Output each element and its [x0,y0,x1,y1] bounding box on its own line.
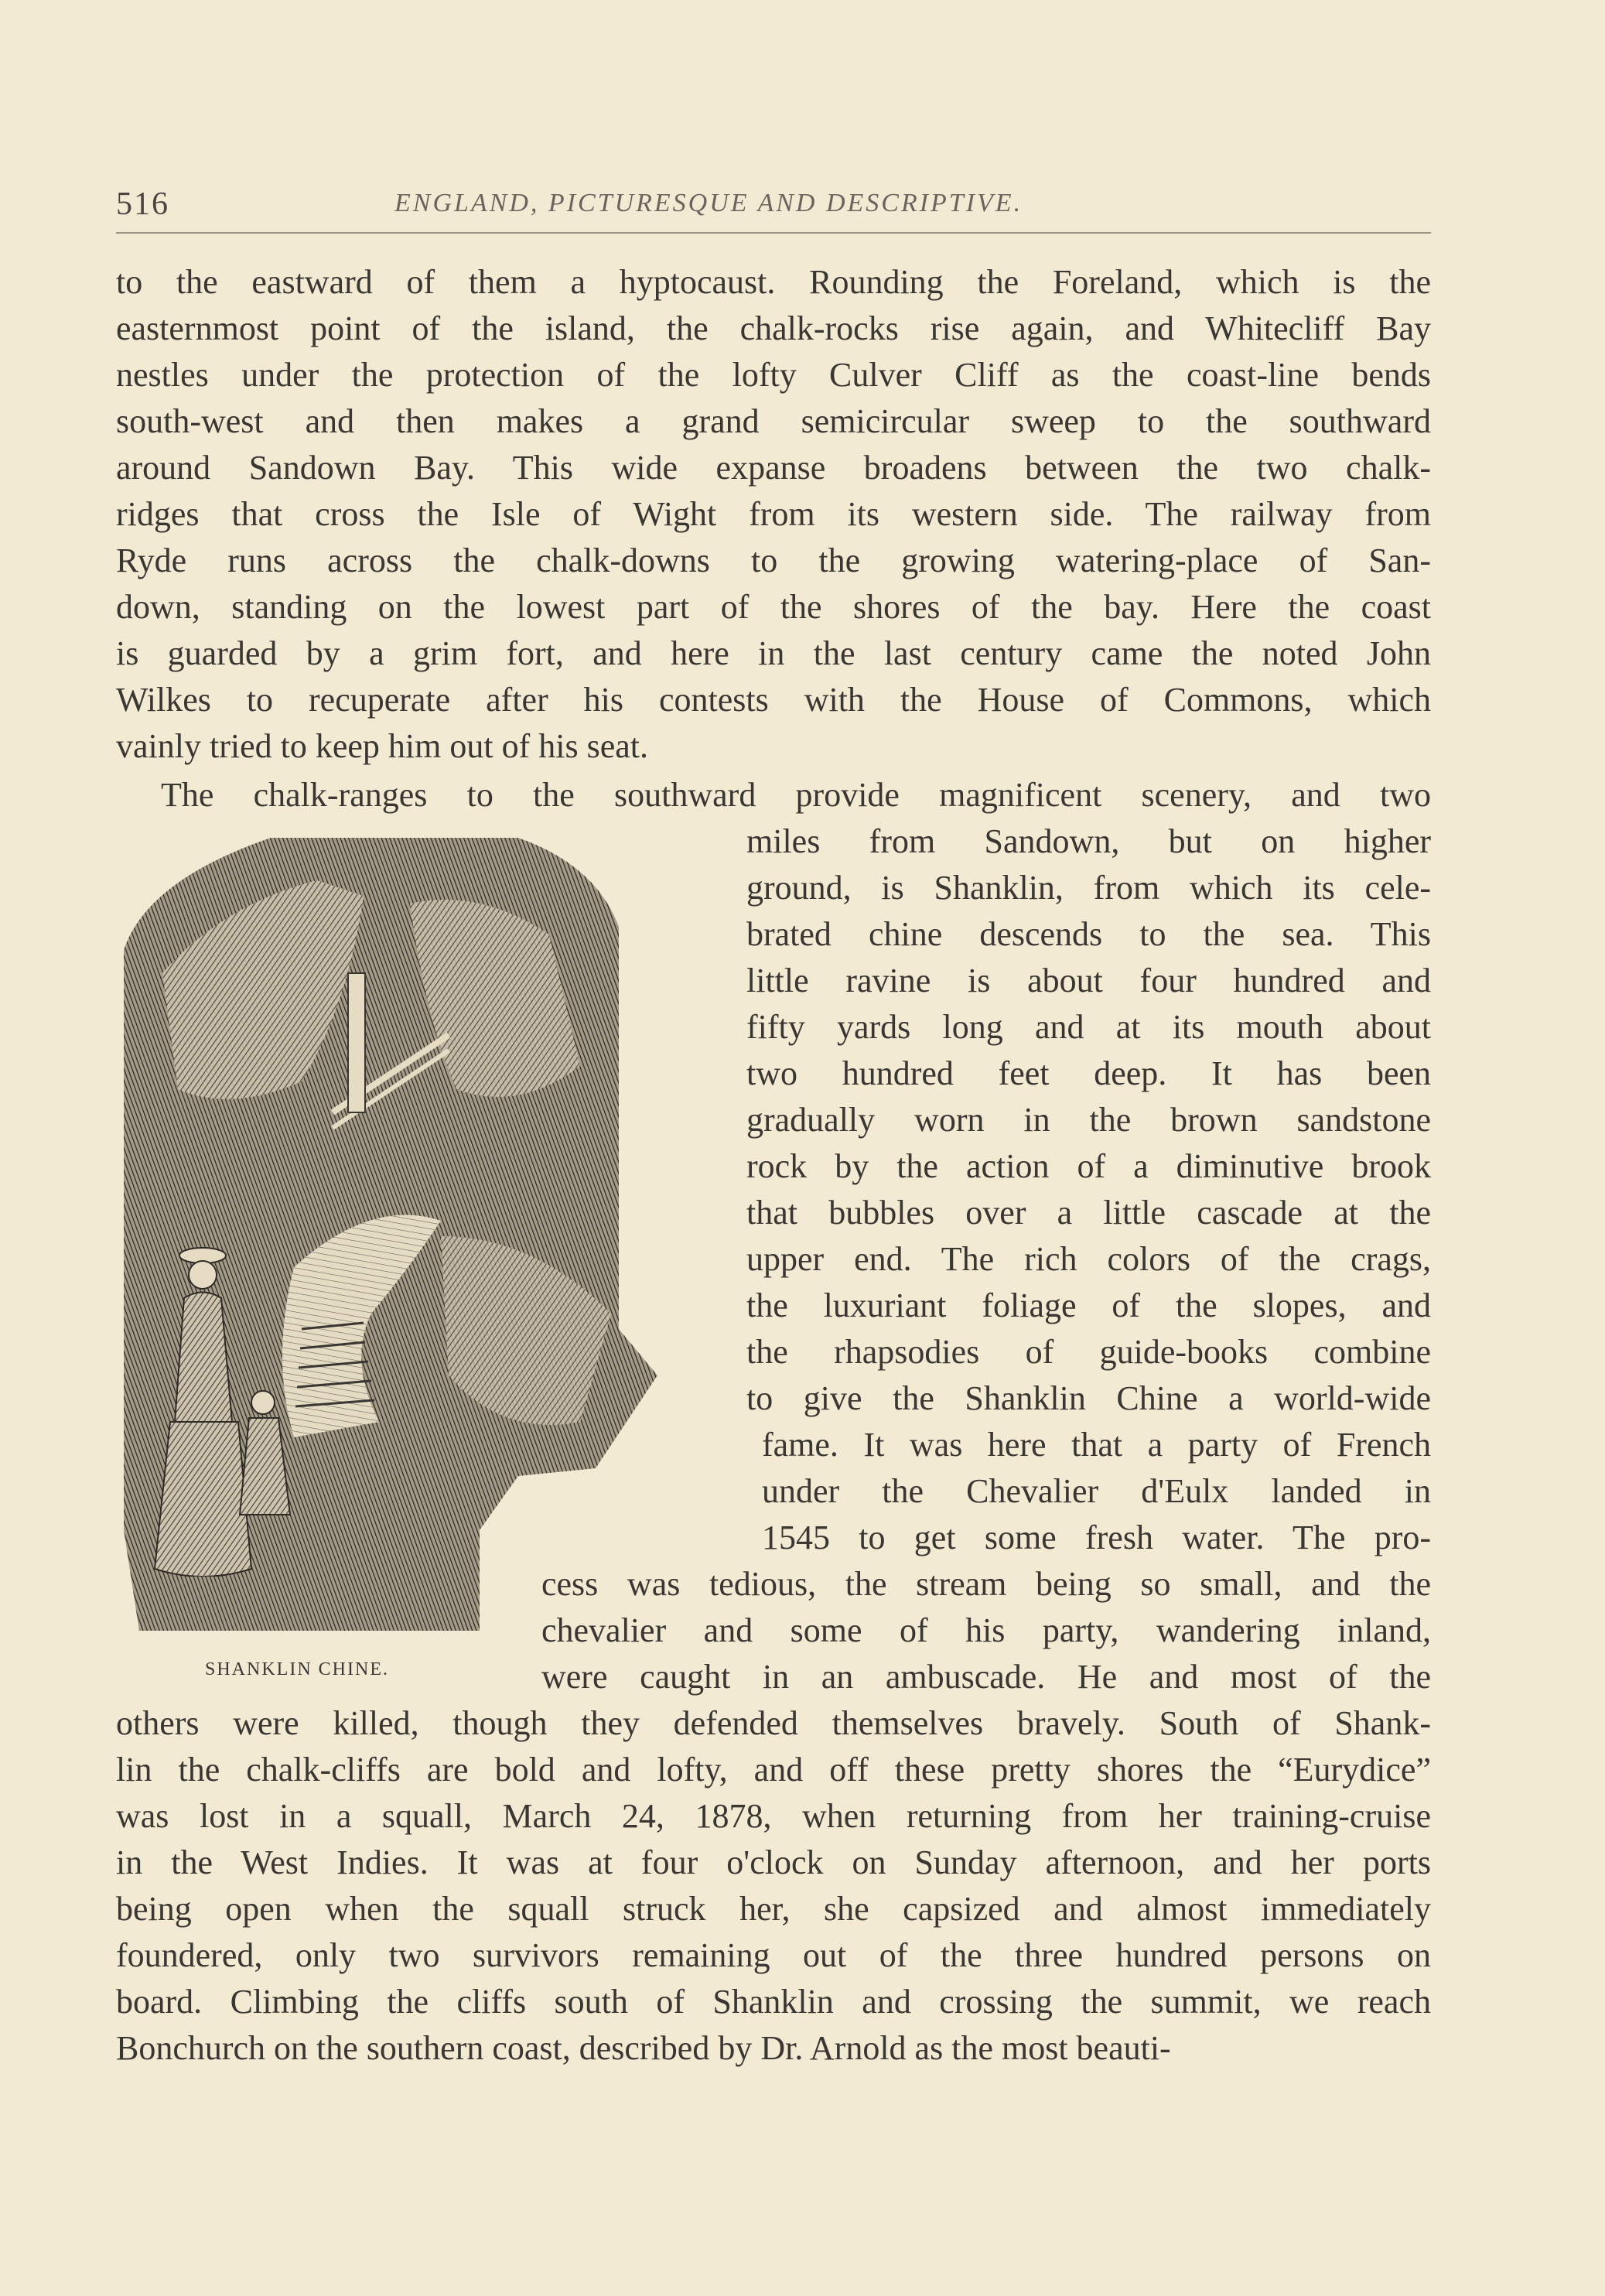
text-line: miles from Sandown, but on higher [746,822,1431,860]
header-rule [116,232,1431,234]
illustration-caption: SHANKLIN CHINE. [205,1659,389,1679]
text-line: ridges that cross the Isle of Wight from its western side. The railway from [116,495,1431,533]
text-line: lin the chalk-cliffs are bold and lofty, and off these pretty shores the “Eurydice” [116,1751,1431,1789]
text-line: the luxuriant foliage of the slopes, and [746,1286,1431,1324]
text-line: to give the Shanklin Chine a world-wide [746,1379,1431,1417]
text-line: is guarded by a grim fort, and here in the last century came the noted John [116,634,1431,672]
text-line: upper end. The rich colors of the crags, [746,1240,1431,1278]
text-line: cess was tedious, the stream being so small, and the [541,1565,1431,1603]
text-line: to the eastward of them a hyptocaust. Rounding the Foreland, which is the [116,263,1431,301]
text-line: under the Chevalier d'Eulx landed in [762,1472,1431,1510]
text-line: The chalk-ranges to the southward provide magnificent scenery, and two [161,776,1431,814]
running-title: ENGLAND, PICTURESQUE AND DESCRIPTIVE. [394,189,1023,217]
text-line: Bonchurch on the southern coast, described by Dr. Arnold as the most beauti- [116,2029,1171,2067]
text-line: that bubbles over a little cascade at the [746,1194,1431,1232]
page-header [116,186,1431,232]
text-line: down, standing on the lowest part of the shores of the bay. Here the coast [116,588,1431,626]
text-line: vainly tried to keep him out of his seat. [116,727,648,765]
text-line: fame. It was here that a party of French [762,1426,1431,1464]
text-line: nestles under the protection of the lofty Culver Cliff as the coast-line bends [116,356,1431,394]
text-line: rock by the action of a diminutive brook [746,1147,1431,1185]
text-line: chevalier and some of his party, wandering inland, [541,1611,1431,1649]
page-number: 516 [116,186,169,222]
text-line: fifty yards long and at its mouth about [746,1008,1431,1046]
shanklin-chine-engraving [116,834,719,1655]
text-line: Wilkes to recuperate after his contests with the House of Commons, which [116,681,1431,719]
text-line: being open when the squall struck her, she capsized and almost immediately [116,1890,1431,1928]
text-line: were caught in an ambuscade. He and most of the [541,1658,1431,1696]
text-line: others were killed, though they defended themselves bravely. South of Shank- [116,1704,1431,1742]
text-line: brated chine descends to the sea. This [746,915,1431,953]
text-line: 1545 to get some fresh water. The pro- [762,1519,1431,1556]
text-line: gradually worn in the brown sandstone [746,1101,1431,1139]
text-line: south-west and then makes a grand semicircular sweep to the southward [116,402,1431,440]
text-line: Ryde runs across the chalk-downs to the growing watering-place of San- [116,542,1431,579]
text-line: little ravine is about four hundred and [746,962,1431,999]
text-line: the rhapsodies of guide-books combine [746,1333,1431,1371]
text-line: two hundred feet deep. It has been [746,1054,1431,1092]
text-line: easternmost point of the island, the chalk-rocks rise again, and Whitecliff Bay [116,309,1431,347]
text-line: foundered, only two survivors remaining out of the three hundred persons on [116,1936,1431,1974]
text-line: around Sandown Bay. This wide expanse broadens between the two chalk- [116,449,1431,487]
text-line: in the West Indies. It was at four o'clock on Sunday afternoon, and her ports [116,1843,1431,1881]
text-line: ground, is Shanklin, from which its cele- [746,869,1431,907]
text-line: board. Climbing the cliffs south of Shanklin and crossing the summit, we reach [116,1983,1431,2021]
text-line: was lost in a squall, March 24, 1878, when returning from her training-cruise [116,1797,1431,1835]
